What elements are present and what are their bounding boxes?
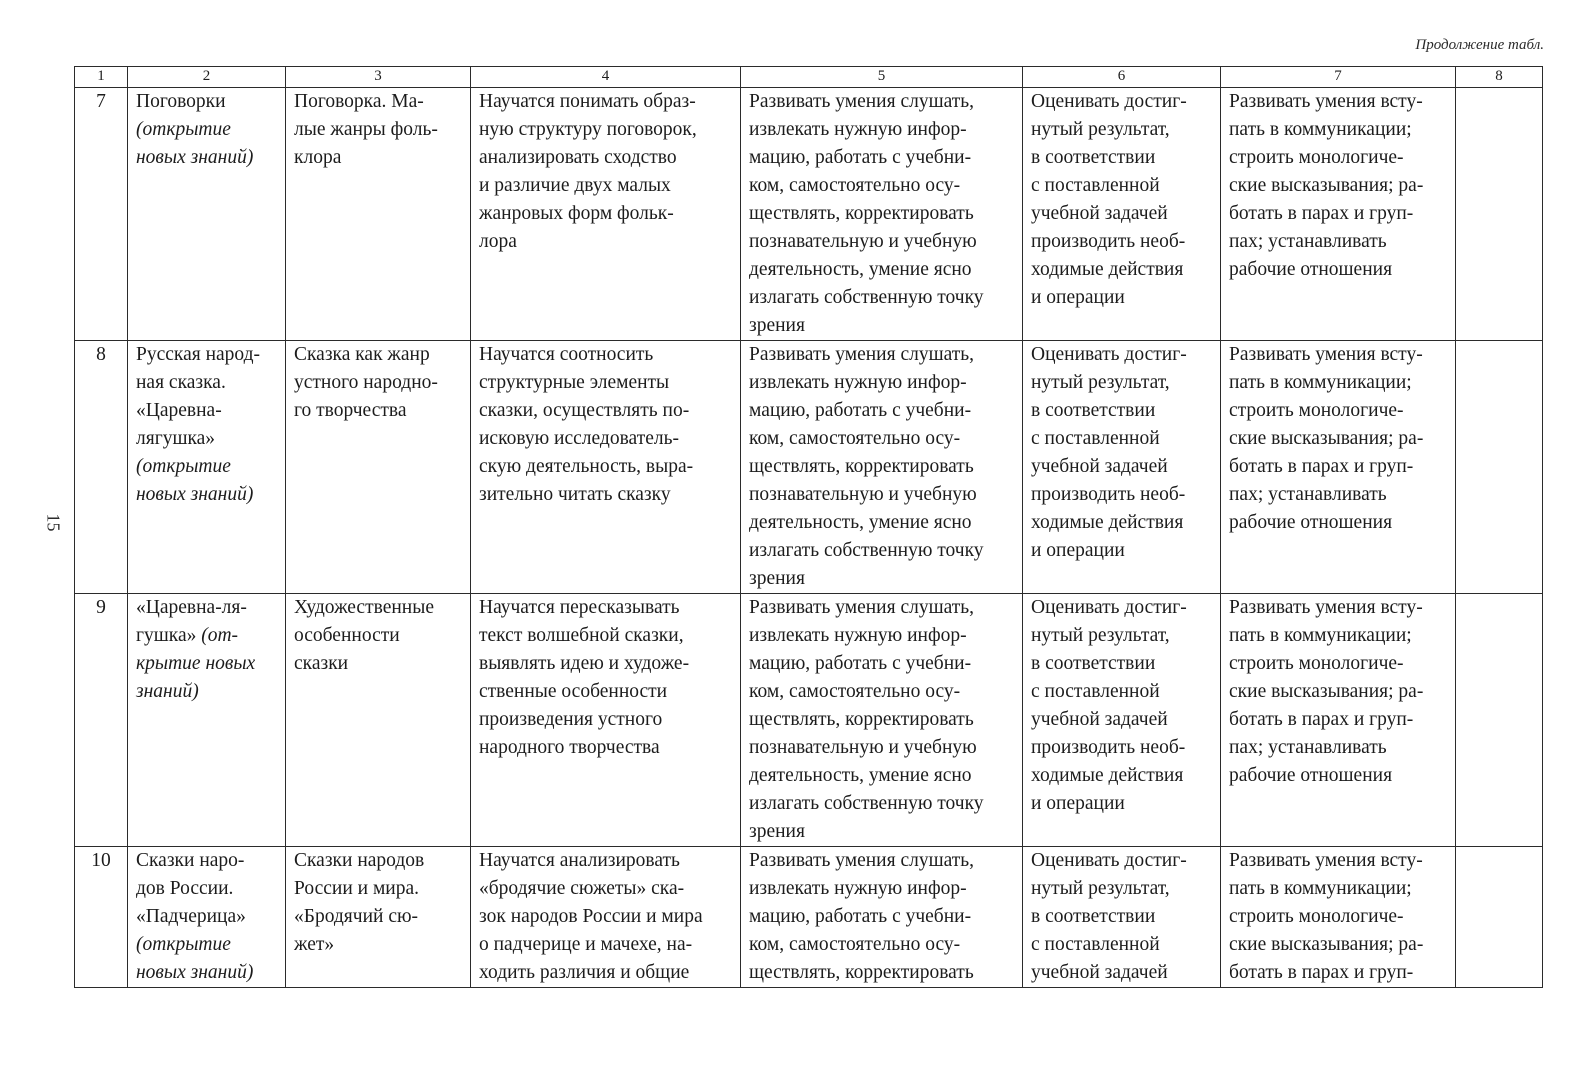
continuation-label: Продолжение табл. <box>1415 37 1544 53</box>
evaluation-results: Оценивать достиг- нутый результат, в соответствии с поставленной учебной задачей производить необ- ходимые действия и операции <box>1023 341 1221 594</box>
subject-results: Научатся соотносить структурные элементы сказки, осуществлять по- исковую исследователь- скую деятельность, выра- зительно читать сказку <box>471 341 741 594</box>
column-number: 5 <box>741 67 1023 88</box>
lesson-content: Художественные особенности сказки <box>286 594 471 847</box>
lesson-topic: Русская народ- ная сказка. «Царевна- лягушка» <box>136 344 261 449</box>
lesson-topic: «Царевна-ля- гушка» <box>136 597 247 646</box>
column-number: 3 <box>286 67 471 88</box>
regulative-results: Развивать умения слушать, извлекать нужную инфор- мацию, работать с учебни- ком, самостоятельно осу- ществлять, корректировать познавательную и учебную деятельность, умение ясно излагать собственную точку зрения <box>741 88 1023 341</box>
notes-cell <box>1456 341 1543 594</box>
lesson-number: 7 <box>75 88 128 341</box>
table-row <box>75 341 1543 594</box>
lesson-content: Поговорка. Ма- лые жанры фоль- клора <box>286 88 471 341</box>
subject-results: Научатся анализировать «бродячие сюжеты» ска- зок народов России и мира о падчерице и мачехе, на- ходить различия и общие <box>471 847 741 988</box>
evaluation-results: Оценивать достиг- нутый результат, в соответствии с поставленной учебной задачей производить необ- ходимые действия и операции <box>1023 88 1221 341</box>
column-number: 2 <box>128 67 286 88</box>
column-number-row <box>75 67 1543 88</box>
table-row <box>75 88 1543 341</box>
notes-cell <box>1456 847 1543 988</box>
notes-cell <box>1456 88 1543 341</box>
notes-cell <box>1456 594 1543 847</box>
subject-results: Научатся пересказывать текст волшебной сказки, выявлять идею и художе- ственные особенности произведения устного народного творчества <box>471 594 741 847</box>
regulative-results: Развивать умения слушать, извлекать нужную инфор- мацию, работать с учебни- ком, самостоятельно осу- ществлять, корректировать познавательную и учебную деятельность, умение ясно излагать собственную точку зрения <box>741 341 1023 594</box>
regulative-results: Развивать умения слушать, извлекать нужную инфор- мацию, работать с учебни- ком, самостоятельно осу- ществлять, корректировать <box>741 847 1023 988</box>
lesson-number: 8 <box>75 341 128 594</box>
lesson-topic-cell <box>128 847 286 988</box>
lesson-number: 9 <box>75 594 128 847</box>
lesson-type: (открытие новых знаний) <box>136 934 254 983</box>
lesson-topic: Сказки наро- дов России. «Падчерица» <box>136 850 246 927</box>
lesson-type: (от- крытие новых знаний) <box>136 625 256 702</box>
lesson-plan-table <box>74 66 1543 988</box>
lesson-type: (открытие новых знаний) <box>136 456 254 505</box>
table-row <box>75 847 1543 988</box>
column-number: 4 <box>471 67 741 88</box>
evaluation-results: Оценивать достиг- нутый результат, в соответствии с поставленной учебной задачей производить необ- ходимые действия и операции <box>1023 594 1221 847</box>
lesson-topic: Поговорки <box>136 91 226 112</box>
lesson-topic-cell <box>128 594 286 847</box>
evaluation-results: Оценивать достиг- нутый результат, в соответствии с поставленной учебной задачей <box>1023 847 1221 988</box>
column-number: 7 <box>1221 67 1456 88</box>
column-number: 1 <box>75 67 128 88</box>
table-row <box>75 594 1543 847</box>
communicative-results: Развивать умения всту- пать в коммуникации; строить монологиче- ские высказывания; ра- ботать в парах и груп- пах; устанавливать рабочие отношения <box>1221 88 1456 341</box>
communicative-results: Развивать умения всту- пать в коммуникации; строить монологиче- ские высказывания; ра- ботать в парах и груп- пах; устанавливать рабочие отношения <box>1221 594 1456 847</box>
lesson-type: (открытие новых знаний) <box>136 119 254 168</box>
subject-results: Научатся понимать образ- ную структуру поговорок, анализировать сходство и различие двух малых жанровых форм фольк- лора <box>471 88 741 341</box>
regulative-results: Развивать умения слушать, извлекать нужную инфор- мацию, работать с учебни- ком, самостоятельно осу- ществлять, корректировать познавательную и учебную деятельность, умение ясно излагать собственную точку зрения <box>741 594 1023 847</box>
column-number: 6 <box>1023 67 1221 88</box>
communicative-results: Развивать умения всту- пать в коммуникации; строить монологиче- ские высказывания; ра- ботать в парах и груп- <box>1221 847 1456 988</box>
lesson-number: 10 <box>75 847 128 988</box>
lesson-topic-cell <box>128 88 286 341</box>
page-number: 15 <box>43 513 64 532</box>
lesson-topic-cell <box>128 341 286 594</box>
lesson-content: Сказки народов России и мира. «Бродячий сю- жет» <box>286 847 471 988</box>
column-number: 8 <box>1456 67 1543 88</box>
lesson-content: Сказка как жанр устного народно- го творчества <box>286 341 471 594</box>
communicative-results: Развивать умения всту- пать в коммуникации; строить монологиче- ские высказывания; ра- ботать в парах и груп- пах; устанавливать рабочие отношения <box>1221 341 1456 594</box>
